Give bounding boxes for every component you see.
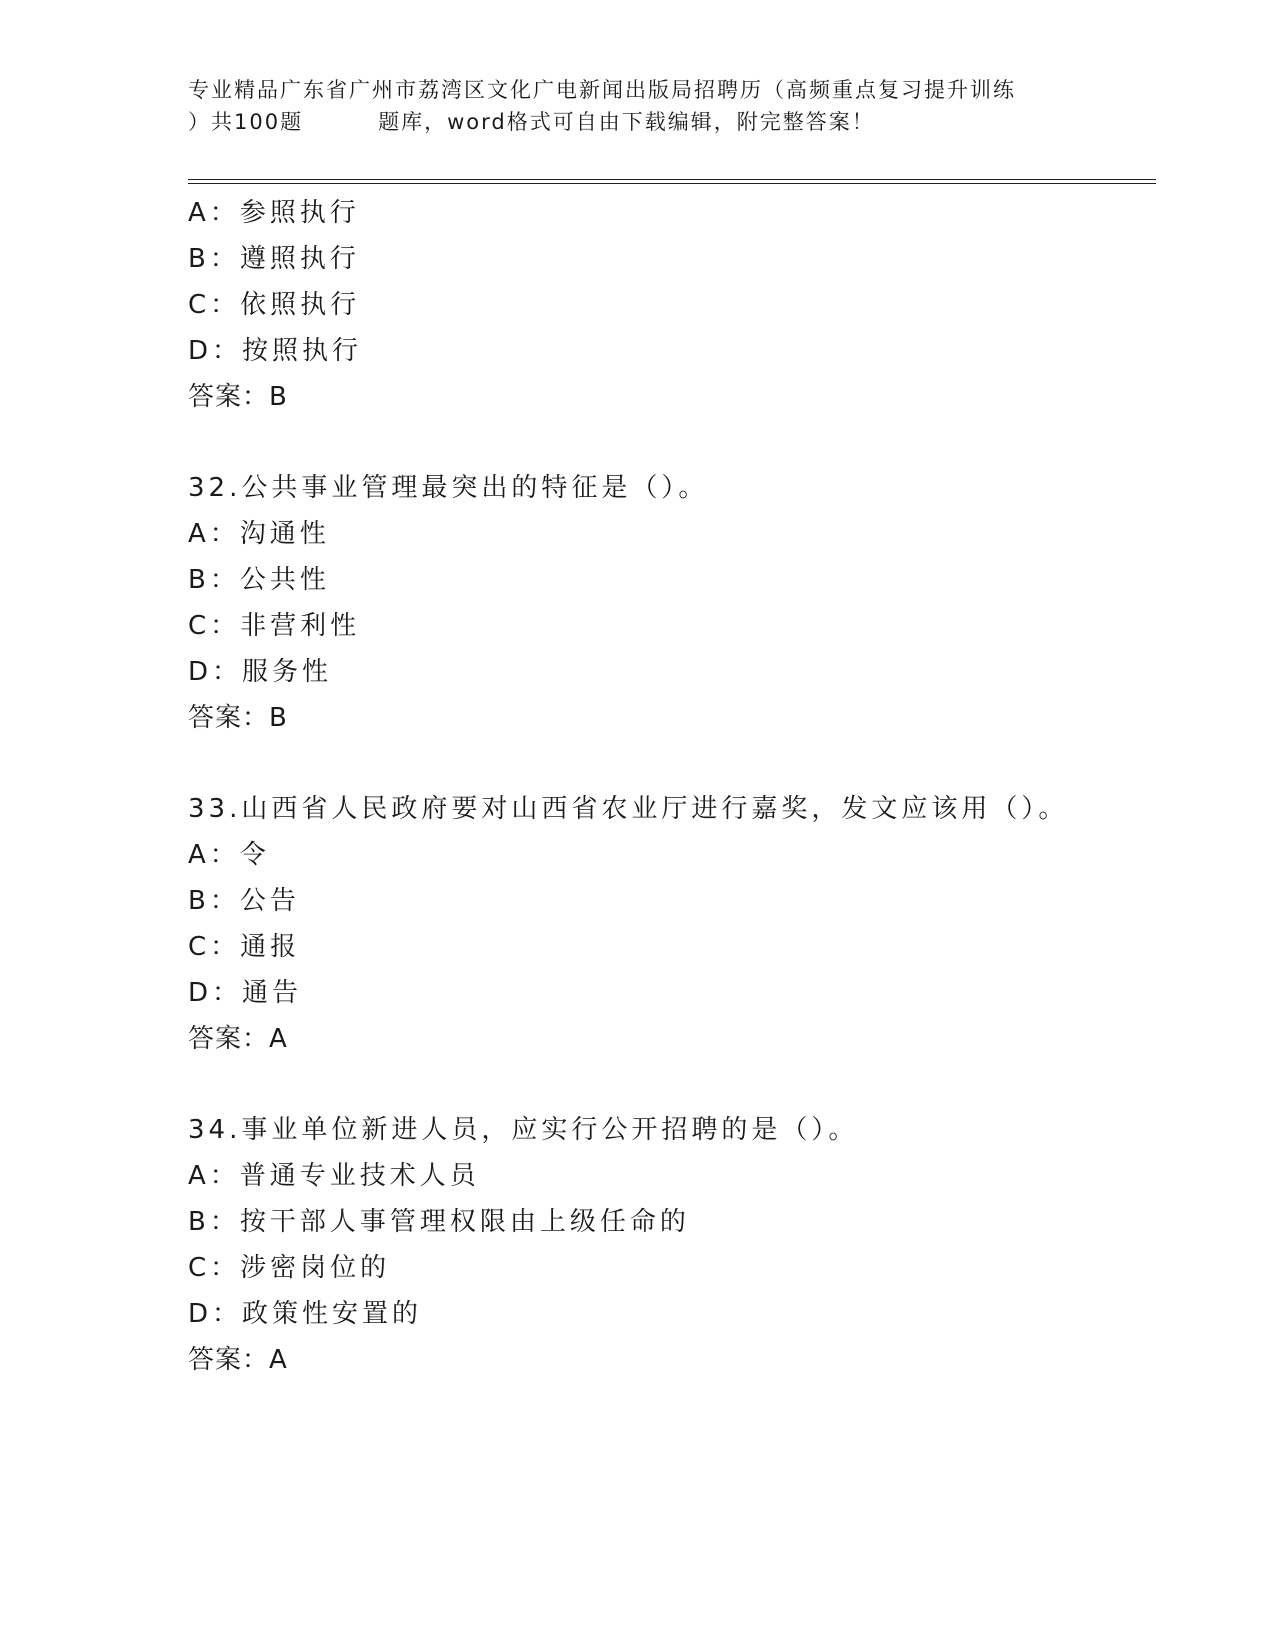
option-d: D：政策性安置的 — [188, 1299, 423, 1329]
option-c: C：非营利性 — [188, 611, 361, 641]
question-spacer — [188, 420, 1148, 465]
option-b: B：遵照执行 — [188, 244, 360, 274]
question-spacer — [188, 741, 1148, 786]
header-rule-top — [188, 179, 1156, 180]
answer: 答案：A — [188, 1024, 288, 1054]
option-d: D：按照执行 — [188, 336, 363, 366]
answer: 答案：B — [188, 703, 288, 733]
question-33 — [188, 786, 1148, 1062]
header-line-2 — [188, 106, 1088, 138]
answer: 答案：A — [188, 1345, 288, 1375]
header-line-2-part-b: 题库，word格式可自由下载编辑，附完整答案！ — [378, 110, 875, 134]
option-b: B：公共性 — [188, 565, 330, 595]
header-line-2-part-a: ）共100题 — [188, 110, 304, 134]
answer: 答案：B — [188, 382, 288, 412]
option-a: A：参照执行 — [188, 198, 360, 228]
header-line-1: 专业精品广东省广州市荔湾区文化广电新闻出版局招聘历（高频重点复习提升训练 — [188, 78, 1016, 102]
option-a: A：沟通性 — [188, 519, 330, 549]
header-gap — [303, 106, 378, 138]
question-31-continued — [188, 190, 1148, 420]
option-a: A：普通专业技术人员 — [188, 1161, 480, 1191]
question-text: 34.事业单位新进人员，应实行公开招聘的是（）。 — [188, 1115, 859, 1145]
document-header — [188, 74, 1088, 138]
option-d: D：通告 — [188, 978, 303, 1008]
question-text: 32.公共事业管理最突出的特征是（）。 — [188, 473, 709, 503]
header-rule-bottom — [188, 183, 1156, 184]
question-spacer — [188, 1062, 1148, 1107]
question-list — [188, 190, 1148, 1383]
question-32 — [188, 465, 1148, 741]
option-c: C：涉密岗位的 — [188, 1253, 391, 1283]
question-text: 33.山西省人民政府要对山西省农业厅进行嘉奖，发文应该用（）。 — [188, 794, 1069, 824]
question-34 — [188, 1107, 1148, 1383]
option-b: B：按干部人事管理权限由上级任命的 — [188, 1207, 690, 1237]
option-a: A：令 — [188, 840, 270, 870]
option-c: C：依照执行 — [188, 290, 361, 320]
option-d: D：服务性 — [188, 657, 333, 687]
option-b: B：公告 — [188, 886, 300, 916]
option-c: C：通报 — [188, 932, 301, 962]
